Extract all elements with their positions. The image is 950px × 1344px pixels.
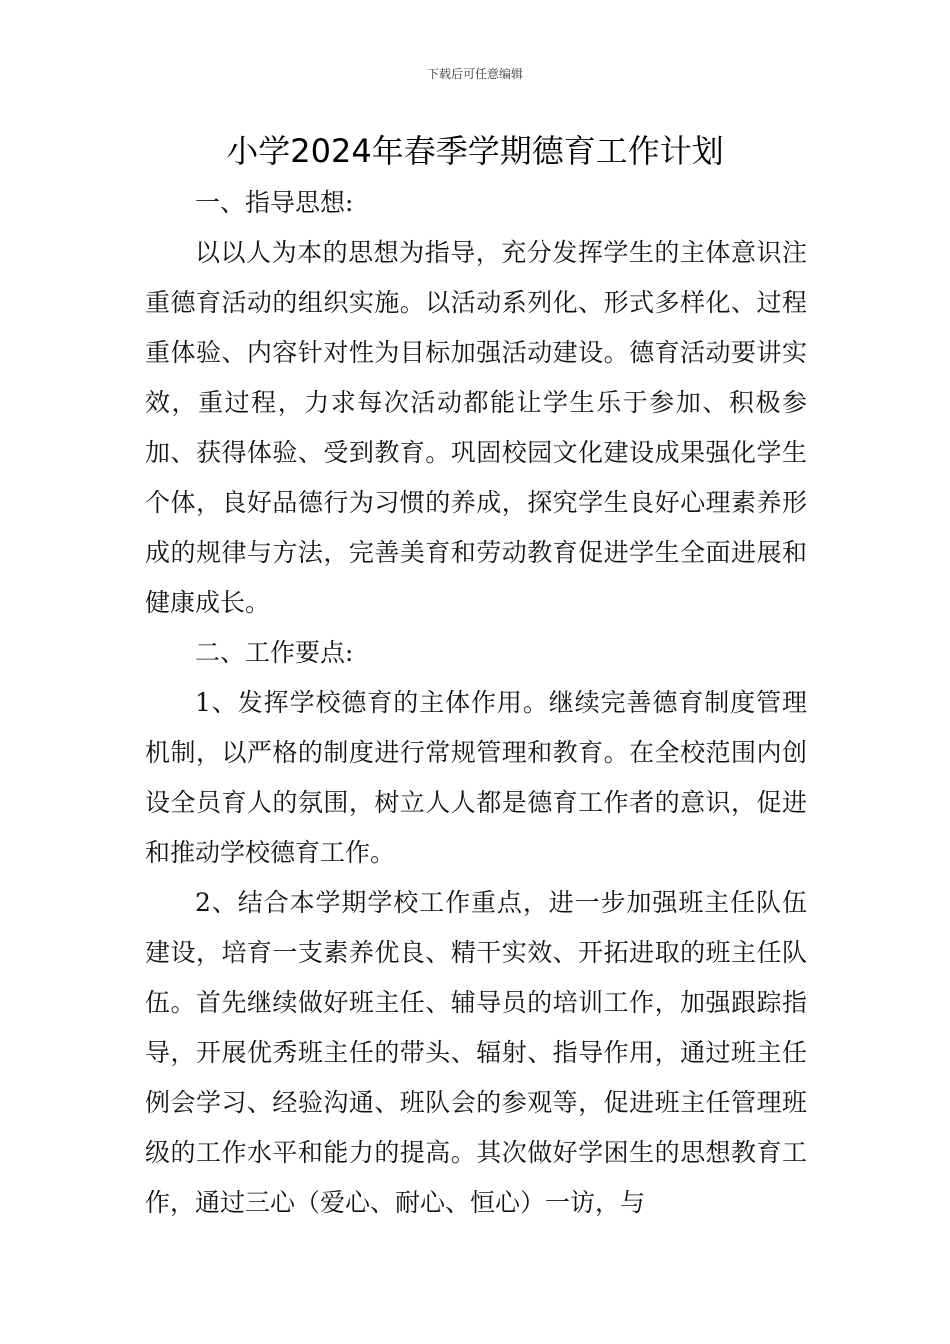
paragraph-guiding-ideology: 以以人为本的思想为指导，充分发挥学生的主体意识注重德育活动的组织实施。以活动系列化、形式多样化、过程重体验、内容针对性为目标加强活动建设。德育活动要讲实效，重过程，力求每次活动都能让学生乐于参加、积极参加、获得体验、受到教育。巩固校园文化建设成果强化学生个体，良好品德行为习惯的养成，探究学生良好心理素养形成的规律与方法，完善美育和劳动教育促进学生全面进展和健康成长。 xyxy=(145,238,807,617)
page-header: 下载后可任意编辑 xyxy=(426,67,523,81)
section-heading-guiding-ideology: 一、指导思想: xyxy=(195,188,354,217)
paragraph-point-2: 2、结合本学期学校工作重点，进一步加强班主任队伍建设，培育一支素养优良、精干实效、开拓进取的班主任队伍。首先继续做好班主任、辅导员的培训工作，加强跟踪指导，开展优秀班主任的带头、辐射、指导作用，通过班主任例会学习、经验沟通、班队会的参观等，促进班主任管理班级的工作水平和能力的提高。其次做好学困生的思想教育工作，通过三心（爱心、耐心、恒心）一访，与 xyxy=(145,888,807,1217)
document-body xyxy=(145,178,807,1228)
document-title: 小学2024年春季学期德育工作计划 xyxy=(226,132,724,170)
section-heading-work-points: 二、工作要点: xyxy=(195,638,354,667)
paragraph-point-1: 1、发挥学校德育的主体作用。继续完善德育制度管理机制，以严格的制度进行常规管理和教育。在全校范围内创设全员育人的氛围，树立人人都是德育工作者的意识，促进和推动学校德育工作。 xyxy=(145,688,807,867)
